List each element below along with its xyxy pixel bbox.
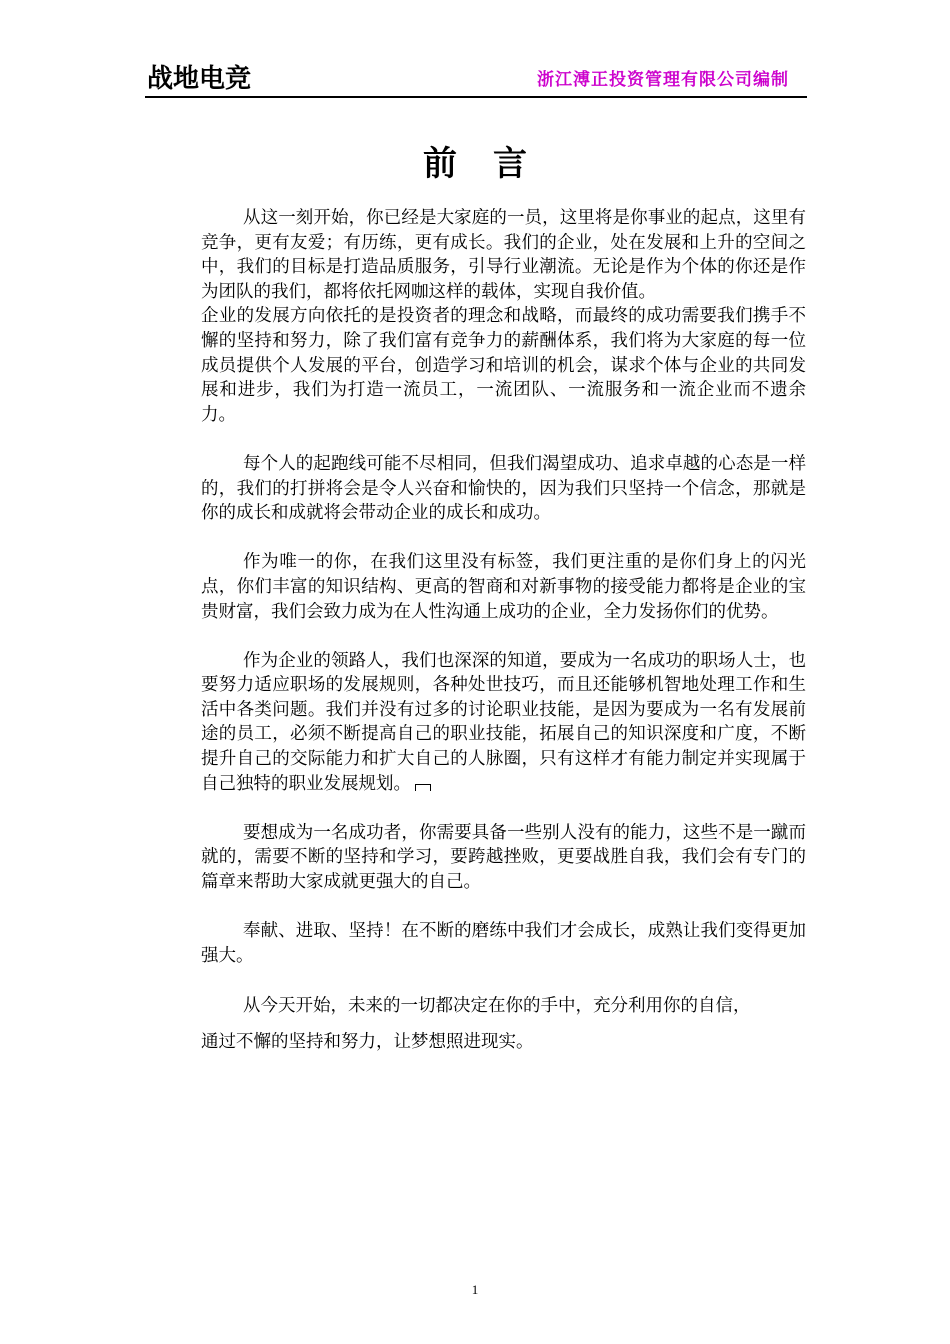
paragraph-dedication: 奉献、进取、坚持！在不断的磨练中我们才会成长，成熟让我们变得更加强大。 <box>201 921 806 966</box>
edit-mark-icon <box>415 784 431 791</box>
company-name: 浙江溥正投资管理有限公司编制 <box>537 70 789 90</box>
paragraph-intro: 从这一刻开始，你已经是大家庭的一员，这里将是你事业的起点，这里有竞争，更有友爱；有历练，更有成长。我们的企业，处在发展和上升的空间之中，我们的目标是打造品质服务，引导行业潮流。无论是作为个体的你还是作为团队的我们，都将依托网咖这样的载体，实现自我价值。 <box>201 208 806 302</box>
page-title: 前言 <box>423 144 563 184</box>
paragraph-starting-line: 每个人的起跑线可能不尽相同，但我们渴望成功、追求卓越的心态是一样的，我们的打拼将会是令人兴奋和愉快的，因为我们只坚持一个信念，那就是你的成长和成就将会带动企业的成长和成功。 <box>201 453 806 524</box>
paragraph-today: 从今天开始，未来的一切都决定在你的手中，充分利用你的自信， <box>243 996 751 1017</box>
page-number: 1 <box>471 1282 479 1297</box>
paragraph-closing: 通过不懈的坚持和努力，让梦想照进现实。 <box>201 1032 534 1052</box>
preface-body <box>201 206 806 1055</box>
page-header <box>145 62 807 98</box>
paragraph-leader <box>201 649 806 797</box>
paragraph-unique: 作为唯一的你，在我们这里没有标签，我们更注重的是你们身上的闪光点，你们丰富的知识结构、更高的智商和对新事物的接受能力都将是企业的宝贵财富，我们会致力成为在人性沟通上成功的企业，全力发扬你们的优势。 <box>201 552 806 622</box>
brand-name: 战地电竞 <box>147 64 252 94</box>
paragraph-success: 要想成为一名成功者，你需要具备一些别人没有的能力，这些不是一蹴而就的，需要不断的坚持和学习，要跨越挫败，更要战胜自我，我们会有专门的篇章来帮助大家成就更强大的自己。 <box>201 822 806 893</box>
paragraph-leader-text: 作为企业的领路人，我们也深深的知道，要成为一名成功的职场人士，也要努力适应职场的发展规则，各种处世技巧，而且还能够机智地处理工作和生活中各类问题。我们并没有过多的讨论职业技能，是因为要成为一名有发展前途的员工，必须不断提高自己的职业技能，拓展自己的知识深度和广度，不断提升自己的交际能力和扩大自己的人脉圈，只有这样才有能力制定并实现属于自己独特的职业发展规划。 <box>201 650 806 794</box>
paragraph-strategy: 企业的发展方向依托的是投资者的理念和战略，而最终的成功需要我们携手不懈的坚持和努力，除了我们富有竞争力的薪酬体系，我们将为大家庭的每一位成员提供个人发展的平台，创造学习和培训的机会，谋求个体与企业的共同发展和进步，我们为打造一流员工，一流团队、一流服务和一流企业而不遗余力。 <box>201 306 806 425</box>
